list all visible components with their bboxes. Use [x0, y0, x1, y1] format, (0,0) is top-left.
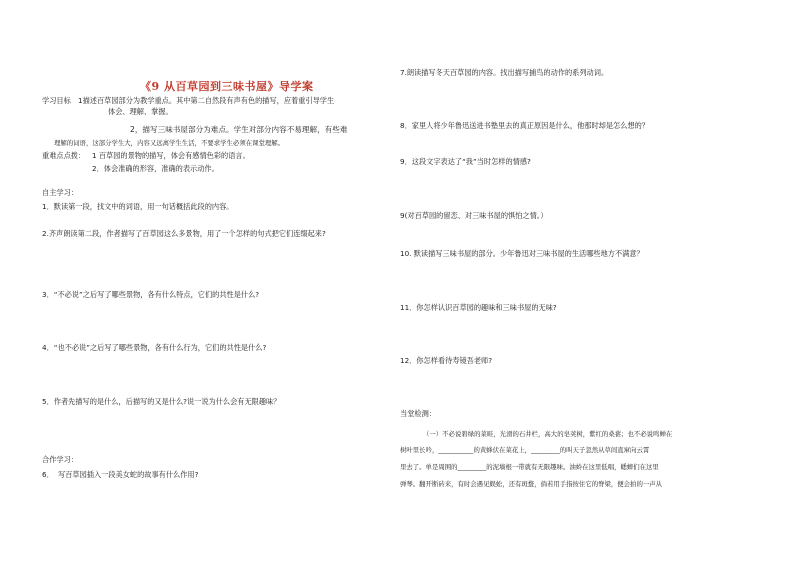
question-4: 4．“也不必说”之后写了哪些景物，各有什么行为，它们的共性是什么?	[42, 343, 267, 352]
question-3: 3．“不必说”之后写了哪些景物，各有什么特点，它们的共性是什么?	[42, 290, 260, 299]
cooperative-study-label: 合作学习：	[42, 455, 78, 464]
in-class-test-label: 当堂检测：	[400, 409, 436, 418]
page-title: 《9 从百草园到三味书屋》导学案	[140, 80, 314, 93]
passage-line-2: 树叶里长吟，___________的黄蜂伏在菜花上，_________的叫天子忽然从草间直窜向云霄	[400, 446, 650, 454]
goal-1-text-cont: 体会、理解、掌握。	[108, 107, 173, 116]
goals-label: 学习目标	[42, 96, 71, 105]
question-10: 10. 默读描写三味书屋的部分。少年鲁迅对三味书屋的生活哪些地方不满意？	[400, 249, 644, 258]
question-5: 5．作者先描写的是什么，后描写的又是什么?说一说为什么会有无限趣味？	[42, 397, 281, 406]
key-points-label: 重难点点拨：	[42, 151, 86, 160]
question-1: 1．默读第一段，找文中的词语，用一句话概括此段的内容。	[42, 202, 234, 211]
question-12: 12．你怎样看待寿镜吾老师?	[400, 356, 493, 365]
goal-1-text: 1描述百草园部分为教学重点。其中第二自然段有声有色的描写，应着重引导学生	[78, 96, 335, 105]
question-6: 写百草园插入一段美女蛇的故事有什么作用?	[58, 470, 199, 479]
goal-2-text: 2，描写三味书屋部分为难点。学生对部分内容不易理解，有些难	[130, 125, 348, 134]
self-study-label: 自主学习：	[42, 188, 78, 197]
key-point-1: 1 百草园的景物的描写，体会有感情色彩的语言。	[92, 151, 250, 160]
goal-2-text-cont: 理解的词语，这部分学生大，内容又远离学生生活，不要求学生必须在课堂理解。	[54, 139, 285, 147]
question-9-answer: 9(对百草园的留恋、对三味书屋的惧怕之情。）	[400, 211, 548, 220]
question-6-number: 6．	[42, 470, 54, 479]
question-7: 7.朗读描写冬天百草园的内容。找出描写捕鸟的动作的系列动词。	[400, 68, 609, 77]
question-9: 9．这段文字表达了“我”当时怎样的情感?	[400, 157, 531, 166]
question-8: 8．家里人将少年鲁迅送进书塾里去的真正原因是什么，他那时却是怎么想的？	[400, 121, 649, 130]
question-11: 11．你怎样认识百草园的趣味和三味书屋的无味?	[400, 303, 557, 312]
question-2: 2.齐声朗读第二段，作者描写了百草园这么多景物，用了一个怎样的句式把它们连缀起来?	[42, 229, 326, 238]
passage-line-3: 里去了。单是周围的_________的泥墙根一带就有无限趣味。油蛉在这里低唱，蟋蟀们在这里	[400, 463, 659, 471]
passage-line-4: 弹琴。翻开断砖来，有时会遇见蜈蚣，还有斑蝥，倘若用手指按住它的脊梁，便会拍的一声从	[400, 480, 663, 488]
key-point-2: 2．体会准确的形容，准确的表示动作。	[92, 164, 219, 173]
passage-line-1: （一）不必说碧绿的菜畦，光滑的石井栏，高大的皂荚树，紫红的桑葚；也不必说鸣蝉在	[423, 430, 673, 438]
